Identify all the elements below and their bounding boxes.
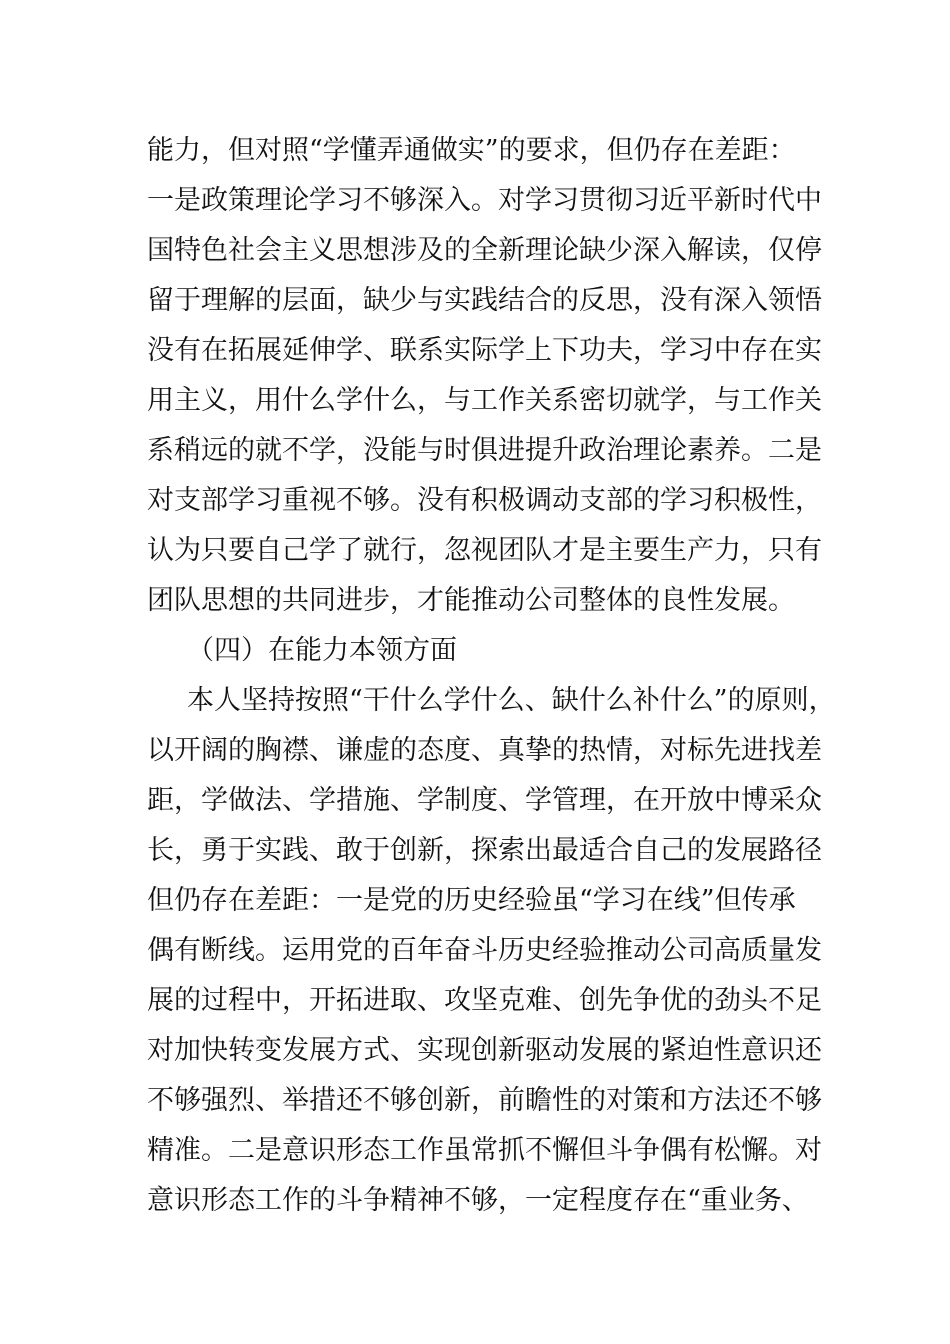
text-line: 以开阔的胸襟、谦虚的态度、真挚的热情，对标先进找差 xyxy=(147,735,822,766)
text-line: 一是政策理论学习不够深入。对学习贯彻习近平新时代中 xyxy=(147,185,822,216)
section-heading: （四）在能力本领方面 xyxy=(187,635,457,666)
text-line: 认为只要自己学了就行，忽视团队才是主要生产力，只有 xyxy=(147,535,822,566)
text-line: 距，学做法、学措施、学制度、学管理，在开放中博采众 xyxy=(147,785,822,816)
document-body xyxy=(147,126,836,1226)
text-line: 团队思想的共同进步，才能推动公司整体的良性发展。 xyxy=(147,585,795,616)
text-line: 但仍存在差距：一是党的历史经验虽“学习在线”但传承 xyxy=(147,885,796,916)
text-line: 能力，但对照“学懂弄通做实”的要求，但仍存在差距： xyxy=(147,135,796,166)
text-line: 不够强烈、举措还不够创新，前瞻性的对策和方法还不够 xyxy=(147,1085,822,1116)
text-line: 留于理解的层面，缺少与实践结合的反思，没有深入领悟 xyxy=(147,285,822,316)
text-line: 对加快转变发展方式、实现创新驱动发展的紧迫性意识还 xyxy=(147,1035,822,1066)
text-line: 对支部学习重视不够。没有积极调动支部的学习积极性， xyxy=(147,485,822,516)
text-line: 偶有断线。运用党的百年奋斗历史经验推动公司高质量发 xyxy=(147,935,822,966)
text-line: 没有在拓展延伸学、联系实际学上下功夫，学习中存在实 xyxy=(147,335,822,366)
text-line: 展的过程中，开拓进取、攻坚克难、创先争优的劲头不足 xyxy=(147,985,822,1016)
text-line: 系稍远的就不学，没能与时俱进提升政治理论素养。二是 xyxy=(147,435,822,466)
text-line: 国特色社会主义思想涉及的全新理论缺少深入解读，仅停 xyxy=(147,235,822,266)
text-line: 长，勇于实践、敢于创新，探索出最适合自己的发展路径 xyxy=(147,835,822,866)
text-line: 精准。二是意识形态工作虽常抓不懈但斗争偶有松懈。对 xyxy=(147,1135,822,1166)
text-line: 本人坚持按照“干什么学什么、缺什么补什么”的原则， xyxy=(187,685,836,716)
text-line: 用主义，用什么学什么，与工作关系密切就学，与工作关 xyxy=(147,385,822,416)
text-line: 意识形态工作的斗争精神不够，一定程度存在“重业务、 xyxy=(147,1185,809,1216)
